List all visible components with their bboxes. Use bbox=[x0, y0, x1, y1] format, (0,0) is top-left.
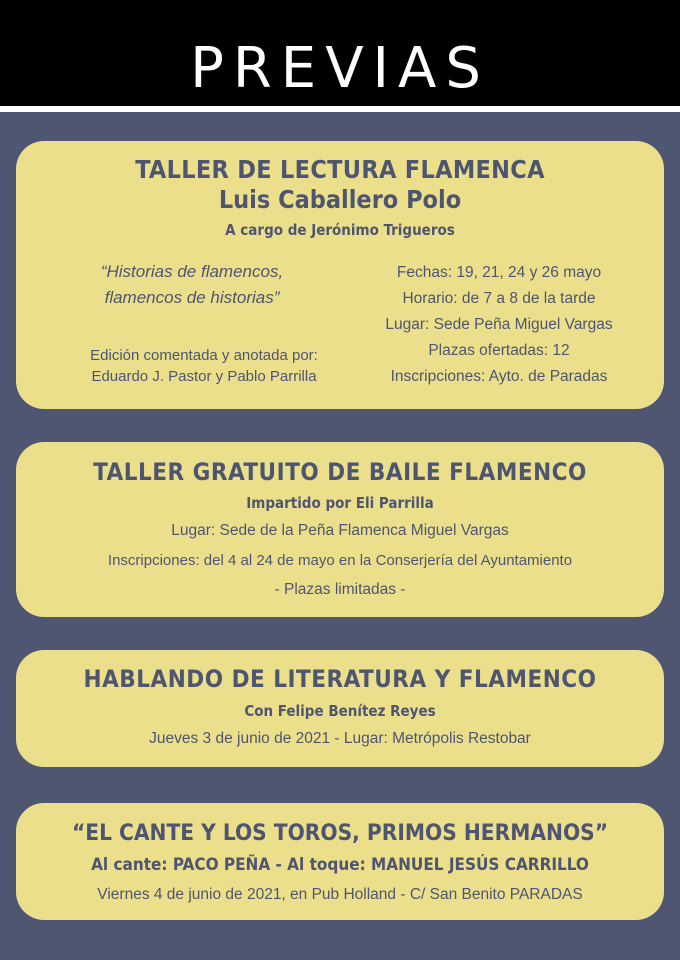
book-title: “Historias de flamencos, bbox=[100, 262, 284, 281]
event-detail-horario: Horario: de 7 a 8 de la tarde bbox=[402, 290, 596, 307]
event-subtitle: Impartido por Eli Parrilla bbox=[246, 494, 434, 512]
event-details: Viernes 4 de junio de 2021, en Pub Holland - C/ San Benito PARADAS bbox=[97, 886, 583, 903]
edition-authors: Eduardo J. Pastor y Pablo Parrilla bbox=[91, 368, 317, 385]
event-card-hablando bbox=[16, 650, 664, 767]
event-card-cante-toros bbox=[16, 803, 664, 920]
event-title-name: Luis Caballero Polo bbox=[218, 185, 462, 214]
event-detail-lugar: Lugar: Sede Peña Miguel Vargas bbox=[385, 316, 613, 333]
event-detail-plazas: Plazas ofertadas: 12 bbox=[428, 342, 570, 359]
edition-credit: Edición comentada y anotada por: bbox=[90, 347, 318, 364]
event-title: TALLER GRATUITO DE BAILE FLAMENCO bbox=[93, 458, 587, 486]
event-title: HABLANDO DE LITERATURA Y FLAMENCO bbox=[83, 665, 597, 693]
page-title: PREVIAS bbox=[190, 36, 490, 101]
event-detail-lugar: Lugar: Sede de la Peña Flamenca Miguel Vargas bbox=[171, 522, 509, 539]
header-divider bbox=[0, 106, 680, 112]
event-detail-fechas: Fechas: 19, 21, 24 y 26 mayo bbox=[396, 264, 602, 281]
event-details: Jueves 3 de junio de 2021 - Lugar: Metrópolis Restobar bbox=[149, 730, 531, 747]
event-subtitle: A cargo de Jerónimo Trigueros bbox=[225, 221, 455, 239]
book-title: flamencos de historias” bbox=[104, 288, 280, 307]
event-detail-inscripciones: Inscripciones: Ayto. de Paradas bbox=[390, 368, 608, 385]
event-card-taller-baile bbox=[16, 442, 664, 617]
event-title: “EL CANTE Y LOS TOROS, PRIMOS HERMANOS” bbox=[71, 820, 609, 846]
event-card-taller-lectura bbox=[16, 141, 664, 409]
event-subtitle: Con Felipe Benítez Reyes bbox=[244, 702, 436, 720]
event-subtitle: Al cante: PACO PEÑA - Al toque: MANUEL JESÚS CARRILLO bbox=[91, 855, 589, 875]
event-detail-inscripciones: Inscripciones: del 4 al 24 de mayo en la Conserjería del Ayuntamiento bbox=[107, 552, 573, 569]
header-bar bbox=[0, 0, 680, 106]
event-title: TALLER DE LECTURA FLAMENCA bbox=[135, 155, 545, 184]
event-detail-plazas: - Plazas limitadas - bbox=[274, 581, 406, 598]
